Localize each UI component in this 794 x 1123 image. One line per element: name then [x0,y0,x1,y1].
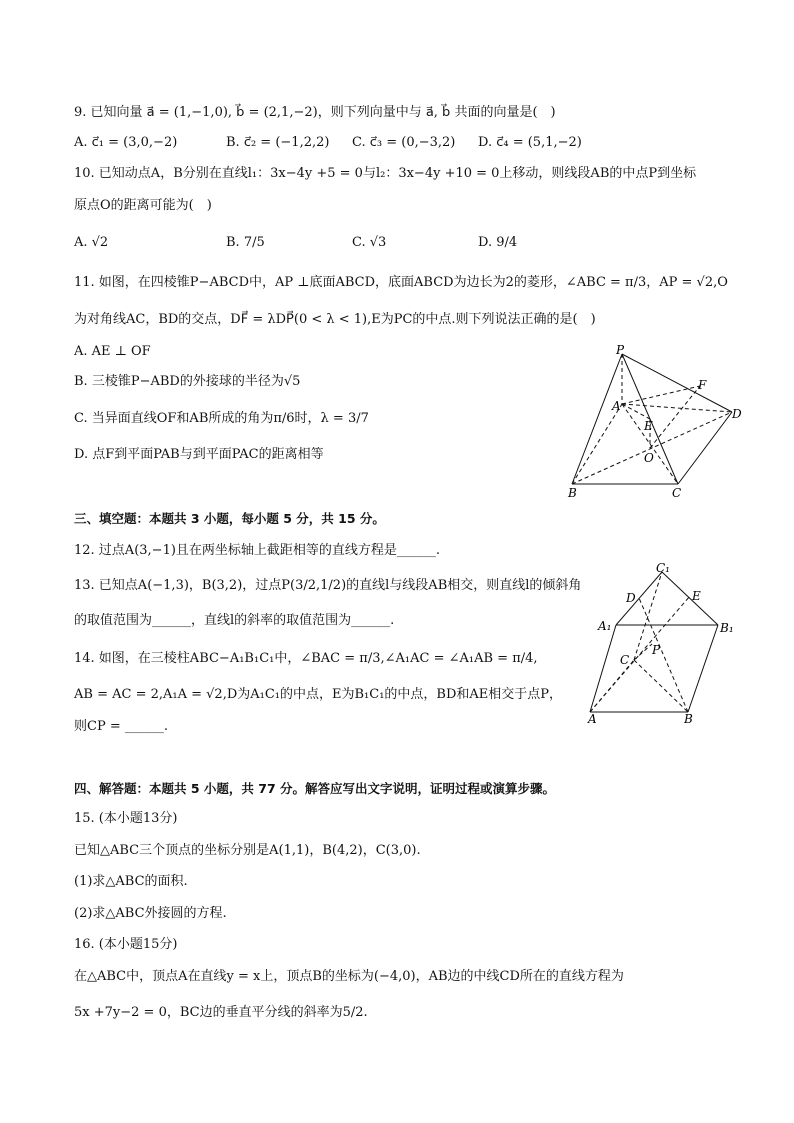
q11-option-b: B. 三棱锥P−ABD的外接球的半径为√5 [74,374,301,389]
label-C: C [620,653,630,667]
label-E: E [692,589,701,603]
label-A1: A₁ [598,619,612,633]
q10-option-c: C. √3 [352,235,387,250]
q9-option-d: D. c⃗₄ = (5,1,−2) [478,135,582,150]
label-A: A [588,712,597,726]
q15-heading: 15. (本小题13分) [74,811,178,826]
q10-option-a: A. √2 [74,235,109,250]
label-D: D [732,407,742,421]
q9-option-c: C. c⃗₃ = (0,−3,2) [352,135,456,150]
q10-option-b: B. 7/5 [226,235,265,250]
q11-stem-line2: 为对角线AC，BD的交点，DF⃗ = λDP⃗(0 < λ < 1),E为PC的中点.则下列说法正确的是( ) [74,312,596,327]
q15-line3: (2)求△ABC外接圆的方程. [74,906,227,921]
q9-option-a: A. c⃗₁ = (3,0,−2) [74,135,178,150]
q16-line1: 在△ABC中，顶点A在直线y = x上，顶点B的坐标为(−4,0)，AB边的中线CD所在的直线方程为 [74,969,624,984]
label-A: A [612,399,621,413]
q10-stem-line1: 10. 已知动点A，B分别在直线l₁：3x−4y +5 = 0与l₂：3x−4y +10 = 0上移动，则线段AB的中点P到坐标 [74,166,697,181]
label-O: O [644,451,654,465]
q10-option-d: D. 9/4 [478,235,518,250]
section-4-heading: 四、解答题：本题共 5 小题，共 77 分。解答应写出文字说明，证明过程或演算步骤。 [74,781,556,796]
q16-heading: 16. (本小题15分) [74,937,178,952]
label-B: B [568,486,577,500]
q15-line1: 已知△ABC三个顶点的坐标分别是A(1,1)，B(4,2)，C(3,0). [74,843,421,858]
q9-option-b: B. c⃗₂ = (−1,2,2) [226,135,330,150]
label-D: D [626,591,636,605]
q15-line2: (1)求△ABC的面积. [74,874,188,889]
q11-option-a: A. AE ⊥ OF [74,344,151,359]
q14-line2: AB = AC = 2,A₁A = √2,D为A₁C₁的中点，E为B₁C₁的中点，BD和AE相交于点P， [74,687,563,702]
q16-line2: 5x +7y−2 = 0，BC边的垂直平分线的斜率为5/2. [74,1005,368,1020]
q14-line1: 14. 如图，在三棱柱ABC−A₁B₁C₁中，∠BAC = π/3,∠A₁AC = ∠A₁AB = π/4, [74,651,538,666]
label-B1: B₁ [720,621,734,635]
q11-option-d: D. 点F到平面PAB与到平面PAC的距离相等 [74,447,324,462]
label-B: B [684,712,693,726]
q13-line2: 的取值范围为______，直线l的斜率的取值范围为______. [74,613,395,628]
q12-text: 12. 过点A(3,−1)且在两坐标轴上截距相等的直线方程是______. [74,543,441,558]
label-C: C [672,486,682,500]
label-C1: C₁ [656,561,670,575]
section-3-heading: 三、填空题：本题共 3 小题，每小题 5 分，共 15 分。 [74,511,385,526]
label-P: P [616,343,625,357]
q13-line1: 13. 已知点A(−1,3)，B(3,2)，过点P(3/2,1/2)的直线l与线段AB相交，则直线l的倾斜角 [74,578,582,593]
prism-figure [590,560,750,725]
pyramid-figure [560,342,760,502]
label-P: P [652,643,661,657]
q11-option-c: C. 当异面直线OF和AB所成的角为π/6时，λ = 3/7 [74,411,369,426]
q10-stem-line2: 原点O的距离可能为( ) [74,198,212,213]
label-E: E [644,419,653,433]
q9-stem: 9. 已知向量 a⃗ = (1,−1,0), b⃗ = (2,1,−2)，则下列向量中与 a⃗, b⃗ 共面的向量是( ) [74,105,556,120]
q14-line3: 则CP = ______. [74,719,168,734]
q11-stem-line1: 11. 如图，在四棱锥P−ABCD中，AP ⊥底面ABCD，底面ABCD为边长为2的菱形，∠ABC = π/3，AP = √2,O [74,275,728,290]
label-F: F [698,378,707,392]
